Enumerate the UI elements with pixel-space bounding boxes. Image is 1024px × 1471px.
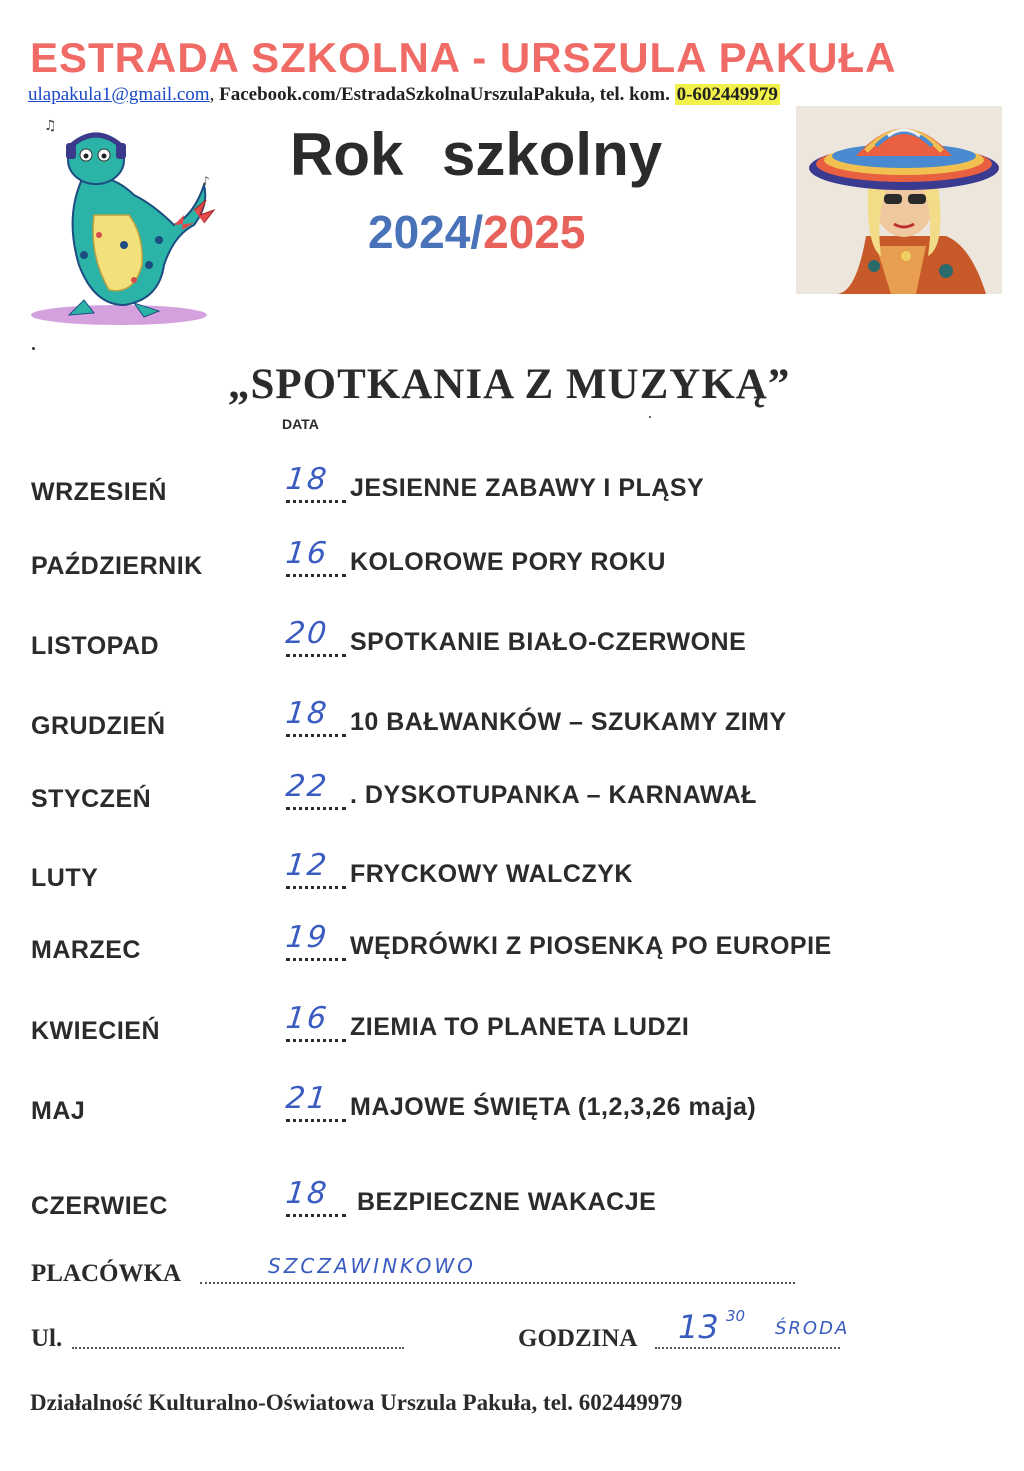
month-label: LUTY [31, 864, 99, 892]
month-label: GRUDZIEŃ [31, 712, 166, 740]
data-column-label: DATA [282, 416, 319, 432]
month-label: PAŹDZIERNIK [31, 552, 203, 580]
event-name: SPOTKANIE BIAŁO-CZERWONE [350, 628, 747, 656]
phone-number: 0-602449979 [676, 84, 778, 105]
placowka-handwritten: SZCZAWINKOWO [268, 1254, 476, 1278]
handwritten-date: 22 [284, 769, 331, 804]
event-name: 10 BAŁWANKÓW – SZUKAMY ZIMY [350, 708, 787, 736]
main-heading: „SPOTKANIA Z MUZYKĄ” [228, 361, 791, 408]
godzina-minutes-handwritten: 30 [726, 1307, 746, 1325]
month-label: MARZEC [31, 936, 141, 964]
schedule-row [0, 696, 1024, 748]
handwritten-date: 21 [284, 1081, 331, 1116]
schedule-row [0, 536, 1024, 588]
svg-text:♪: ♪ [202, 174, 210, 188]
placowka-label: PLACÓWKA [31, 1260, 181, 1287]
schedule-row [0, 462, 1024, 514]
handwritten-date: 19 [284, 920, 331, 955]
dragon-illustration [24, 115, 224, 335]
event-name: KOLOROWE PORY ROKU [350, 548, 666, 576]
month-label: KWIECIEŃ [31, 1017, 160, 1045]
ul-label: Ul. [31, 1325, 63, 1352]
event-name: ZIEMIA TO PLANETA LUDZI [350, 1013, 690, 1041]
godzina-day-handwritten: ŚRODA [775, 1318, 850, 1339]
schedule-row [0, 920, 1024, 972]
schedule-row [0, 1081, 1024, 1133]
month-label: STYCZEŃ [31, 785, 152, 813]
month-label: WRZESIEŃ [31, 478, 167, 506]
event-name: BEZPIECZNE WAKACJE [357, 1188, 657, 1216]
ul-dotted-line [72, 1347, 404, 1349]
schedule-row [0, 1001, 1024, 1053]
schedule-row [0, 616, 1024, 668]
placowka-dotted-line [200, 1282, 795, 1284]
godzina-hour-handwritten: 13 [678, 1308, 719, 1346]
title-rok-szkolny: Rok szkolny [290, 121, 663, 188]
handwritten-date: 12 [284, 848, 331, 883]
svg-text:♫: ♫ [44, 118, 57, 134]
year-end: 2025 [483, 206, 586, 258]
title-year [368, 205, 585, 259]
scan-speck [32, 347, 35, 350]
handwritten-date: 18 [284, 696, 331, 731]
year-separator: / [470, 206, 484, 258]
email-link[interactable]: ulapakula1@gmail.com [28, 84, 210, 105]
handwritten-date: 18 [284, 462, 331, 497]
schedule-row [0, 769, 1024, 821]
event-name: MAJOWE ŚWIĘTA (1,2,3,26 maja) [350, 1093, 757, 1121]
header-title: ESTRADA SZKOLNA - URSZULA PAKUŁA [30, 34, 897, 81]
event-name: FRYCKOWY WALCZYK [350, 860, 633, 888]
portrait-photo [796, 106, 1002, 294]
schedule-row [0, 848, 1024, 900]
schedule-row [0, 1176, 1024, 1228]
event-name: JESIENNE ZABAWY I PLĄSY [350, 474, 705, 502]
month-label: MAJ [31, 1097, 86, 1125]
godzina-dotted-line [655, 1347, 840, 1349]
handwritten-date: 16 [284, 536, 331, 571]
handwritten-date: 16 [284, 1001, 331, 1036]
month-label: LISTOPAD [31, 632, 160, 660]
facebook-text: Facebook.com/EstradaSzkolnaUrszulaPakuła, tel. kom. [219, 84, 670, 105]
month-label: CZERWIEC [31, 1192, 168, 1220]
contact-line: ulapakula1@gmail.com, Facebook.com/EstradaSzkolnaUrszulaPakuła, tel. kom. 0-602449979 [28, 84, 778, 105]
footer-text: Działalność Kulturalno-Oświatowa Urszula Pakuła, tel. 602449979 [30, 1390, 683, 1415]
event-name: WĘDRÓWKI Z PIOSENKĄ PO EUROPIE [350, 932, 832, 960]
handwritten-date: 20 [284, 616, 331, 651]
scan-speck [649, 416, 651, 418]
year-start: 2024 [368, 206, 471, 258]
godzina-label: GODZINA [518, 1325, 638, 1352]
event-name: . DYSKOTUPANKA – KARNAWAŁ [350, 781, 757, 809]
handwritten-date: 18 [284, 1176, 331, 1211]
